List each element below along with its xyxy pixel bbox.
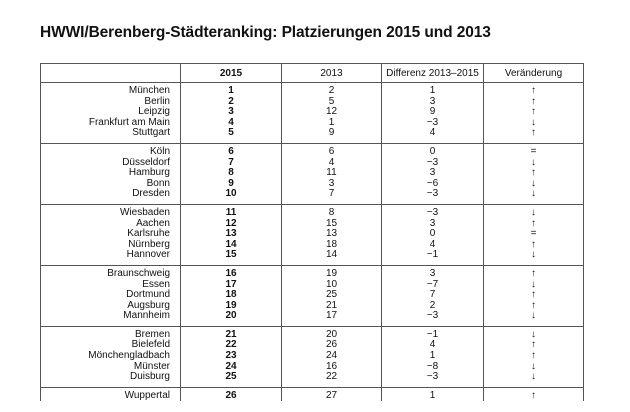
cell-diff: 9 <box>382 107 484 118</box>
cell-diff: −1 <box>382 250 484 265</box>
cell-city: Nürnberg <box>41 240 181 251</box>
cell-r2015: 6 <box>181 143 282 157</box>
cell-r2013: 1 <box>282 118 382 129</box>
cell-change: ↑ <box>484 301 584 312</box>
table-row <box>41 351 584 362</box>
cell-change: ↑ <box>484 351 584 362</box>
cell-city: Berlin <box>41 97 181 108</box>
cell-city: München <box>41 83 181 97</box>
cell-r2013: 26 <box>282 340 382 351</box>
cell-r2013: 4 <box>282 158 382 169</box>
cell-r2013: 12 <box>282 107 382 118</box>
cell-change: ↓ <box>484 189 584 204</box>
cell-r2013: 2 <box>282 83 382 97</box>
cell-r2013: 20 <box>282 326 382 340</box>
cell-r2015: 2 <box>181 97 282 108</box>
table-row <box>41 290 584 301</box>
cell-r2015: 25 <box>181 372 282 387</box>
cell-diff: 3 <box>382 219 484 230</box>
cell-diff: −1 <box>382 326 484 340</box>
cell-r2015: 14 <box>181 240 282 251</box>
cell-r2013: 8 <box>282 204 382 218</box>
cell-r2015: 26 <box>181 387 282 401</box>
cell-diff: 2 <box>382 301 484 312</box>
cell-city: Wuppertal <box>41 387 181 401</box>
cell-r2013: 3 <box>282 179 382 190</box>
table-row <box>41 280 584 291</box>
cell-r2013: 10 <box>282 280 382 291</box>
cell-r2015: 18 <box>181 290 282 301</box>
cell-r2015: 1 <box>181 83 282 97</box>
cell-change: ↑ <box>484 83 584 97</box>
cell-change: ↑ <box>484 97 584 108</box>
cell-r2013: 21 <box>282 301 382 312</box>
cell-r2013: 6 <box>282 143 382 157</box>
cell-r2013: 18 <box>282 240 382 251</box>
cell-diff: 4 <box>382 340 484 351</box>
cell-r2015: 15 <box>181 250 282 265</box>
table-row <box>41 265 584 279</box>
cell-change: ↑ <box>484 219 584 230</box>
cell-city: Duisburg <box>41 372 181 387</box>
table-row <box>41 83 584 97</box>
table-row <box>41 168 584 179</box>
cell-change: ↑ <box>484 265 584 279</box>
cell-change: ↓ <box>484 204 584 218</box>
cell-city: Münster <box>41 362 181 373</box>
table-row <box>41 250 584 265</box>
cell-diff: 7 <box>382 290 484 301</box>
cell-change: ↓ <box>484 118 584 129</box>
cell-r2013: 16 <box>282 362 382 373</box>
cell-change: ↓ <box>484 372 584 387</box>
cell-r2015: 3 <box>181 107 282 118</box>
cell-diff: −3 <box>382 118 484 129</box>
table-row <box>41 204 584 218</box>
cell-diff: −8 <box>382 362 484 373</box>
cell-r2013: 15 <box>282 219 382 230</box>
cell-r2015: 19 <box>181 301 282 312</box>
cell-city: Bielefeld <box>41 340 181 351</box>
table-row <box>41 362 584 373</box>
cell-diff: 3 <box>382 168 484 179</box>
cell-r2015: 10 <box>181 189 282 204</box>
table-row <box>41 158 584 169</box>
cell-diff: −3 <box>382 311 484 326</box>
cell-r2015: 20 <box>181 311 282 326</box>
cell-r2015: 7 <box>181 158 282 169</box>
cell-diff: −3 <box>382 372 484 387</box>
cell-r2015: 16 <box>181 265 282 279</box>
table-body <box>41 83 584 402</box>
table-row <box>41 189 584 204</box>
cell-city: Mönchengladbach <box>41 351 181 362</box>
header-2013: 2013 <box>282 64 382 83</box>
cell-change: ↑ <box>484 290 584 301</box>
cell-change: ↓ <box>484 326 584 340</box>
cell-city: Hannover <box>41 250 181 265</box>
cell-r2013: 14 <box>282 250 382 265</box>
cell-diff: 0 <box>382 143 484 157</box>
cell-r2015: 17 <box>181 280 282 291</box>
cell-change: = <box>484 229 584 240</box>
cell-diff: 4 <box>382 240 484 251</box>
cell-change: ↑ <box>484 340 584 351</box>
cell-city: Leipzig <box>41 107 181 118</box>
cell-r2015: 22 <box>181 340 282 351</box>
table-row <box>41 387 584 401</box>
cell-r2013: 5 <box>282 97 382 108</box>
cell-diff: 3 <box>382 265 484 279</box>
cell-r2013: 27 <box>282 387 382 401</box>
cell-r2015: 23 <box>181 351 282 362</box>
table-row <box>41 97 584 108</box>
cell-r2015: 4 <box>181 118 282 129</box>
header-row <box>41 64 584 83</box>
table-row <box>41 128 584 143</box>
table-row <box>41 118 584 129</box>
header-city <box>41 64 181 83</box>
cell-city: Hamburg <box>41 168 181 179</box>
cell-city: Mannheim <box>41 311 181 326</box>
cell-city: Bremen <box>41 326 181 340</box>
cell-diff: −3 <box>382 158 484 169</box>
cell-city: Aachen <box>41 219 181 230</box>
cell-change: ↑ <box>484 107 584 118</box>
cell-diff: 0 <box>382 229 484 240</box>
cell-city: Dresden <box>41 189 181 204</box>
cell-city: Köln <box>41 143 181 157</box>
cell-r2013: 11 <box>282 168 382 179</box>
cell-r2015: 24 <box>181 362 282 373</box>
cell-city: Augsburg <box>41 301 181 312</box>
cell-diff: −3 <box>382 204 484 218</box>
cell-change: ↓ <box>484 311 584 326</box>
table-row <box>41 301 584 312</box>
cell-change: ↓ <box>484 179 584 190</box>
cell-change: ↑ <box>484 168 584 179</box>
cell-city: Bonn <box>41 179 181 190</box>
header-2015: 2015 <box>181 64 282 83</box>
cell-r2015: 13 <box>181 229 282 240</box>
cell-change: ↓ <box>484 280 584 291</box>
cell-r2013: 17 <box>282 311 382 326</box>
table-row <box>41 326 584 340</box>
cell-diff: −3 <box>382 189 484 204</box>
ranking-table-container <box>40 63 583 401</box>
cell-r2013: 25 <box>282 290 382 301</box>
cell-r2013: 13 <box>282 229 382 240</box>
cell-change: ↓ <box>484 362 584 373</box>
cell-r2015: 8 <box>181 168 282 179</box>
cell-change: ↑ <box>484 128 584 143</box>
cell-diff: −6 <box>382 179 484 190</box>
table-row <box>41 143 584 157</box>
cell-change: = <box>484 143 584 157</box>
cell-city: Düsseldorf <box>41 158 181 169</box>
cell-city: Braunschweig <box>41 265 181 279</box>
cell-diff: 3 <box>382 97 484 108</box>
cell-change: ↑ <box>484 387 584 401</box>
table-row <box>41 229 584 240</box>
cell-city: Karlsruhe <box>41 229 181 240</box>
cell-diff: 1 <box>382 387 484 401</box>
cell-city: Frankfurt am Main <box>41 118 181 129</box>
table-row <box>41 311 584 326</box>
cell-r2013: 22 <box>282 372 382 387</box>
cell-r2013: 9 <box>282 128 382 143</box>
cell-city: Dortmund <box>41 290 181 301</box>
cell-diff: 1 <box>382 351 484 362</box>
table-row <box>41 372 584 387</box>
cell-change: ↓ <box>484 250 584 265</box>
cell-city: Stuttgart <box>41 128 181 143</box>
table-row <box>41 219 584 230</box>
header-change: Veränderung <box>484 64 584 83</box>
cell-city: Wiesbaden <box>41 204 181 218</box>
cell-diff: −7 <box>382 280 484 291</box>
cell-r2015: 11 <box>181 204 282 218</box>
cell-r2015: 5 <box>181 128 282 143</box>
cell-r2015: 21 <box>181 326 282 340</box>
cell-change: ↑ <box>484 240 584 251</box>
page-title: HWWI/Berenberg-Städteranking: Platzierungen 2015 und 2013 <box>40 24 491 41</box>
cell-r2015: 9 <box>181 179 282 190</box>
ranking-table <box>40 63 584 401</box>
cell-diff: 4 <box>382 128 484 143</box>
cell-change: ↓ <box>484 158 584 169</box>
cell-r2013: 24 <box>282 351 382 362</box>
cell-r2013: 19 <box>282 265 382 279</box>
cell-city: Essen <box>41 280 181 291</box>
header-difference: Differenz 2013–2015 <box>382 64 484 83</box>
table-row <box>41 240 584 251</box>
cell-r2013: 7 <box>282 189 382 204</box>
cell-r2015: 12 <box>181 219 282 230</box>
table-row <box>41 179 584 190</box>
cell-diff: 1 <box>382 83 484 97</box>
